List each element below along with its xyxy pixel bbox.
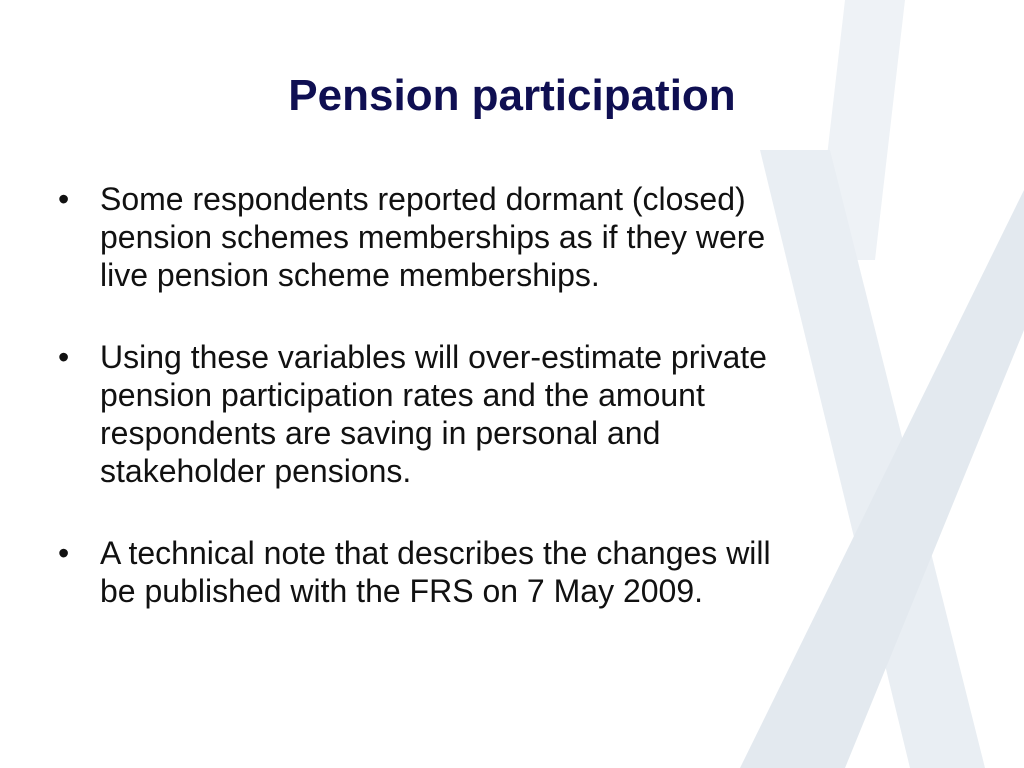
bullet-line: pension participation rates and the amount (100, 377, 705, 413)
bullet-line: pension schemes memberships as if they were (100, 219, 766, 255)
bullet-line: stakeholder pensions. (100, 453, 412, 489)
bullet-list (58, 180, 958, 654)
bullet-line: be published with the FRS on 7 May 2009. (100, 573, 704, 609)
bullet-line: respondents are saving in personal and (100, 415, 661, 451)
bullet-marker: • (58, 339, 70, 375)
bullet-line: live pension scheme memberships. (100, 257, 600, 293)
bullet-item-3 (58, 534, 958, 610)
bullet-marker: • (58, 535, 70, 571)
bullet-line: Some respondents reported dormant (closed) (100, 181, 746, 217)
bullet-line: A technical note that describes the changes will (100, 535, 771, 571)
bullet-line: Using these variables will over-estimate private (100, 339, 767, 375)
bullet-item-2 (58, 338, 958, 490)
slide-title: Pension participation (288, 71, 736, 120)
bullet-marker: • (58, 181, 70, 217)
bullet-item-1 (58, 180, 958, 294)
